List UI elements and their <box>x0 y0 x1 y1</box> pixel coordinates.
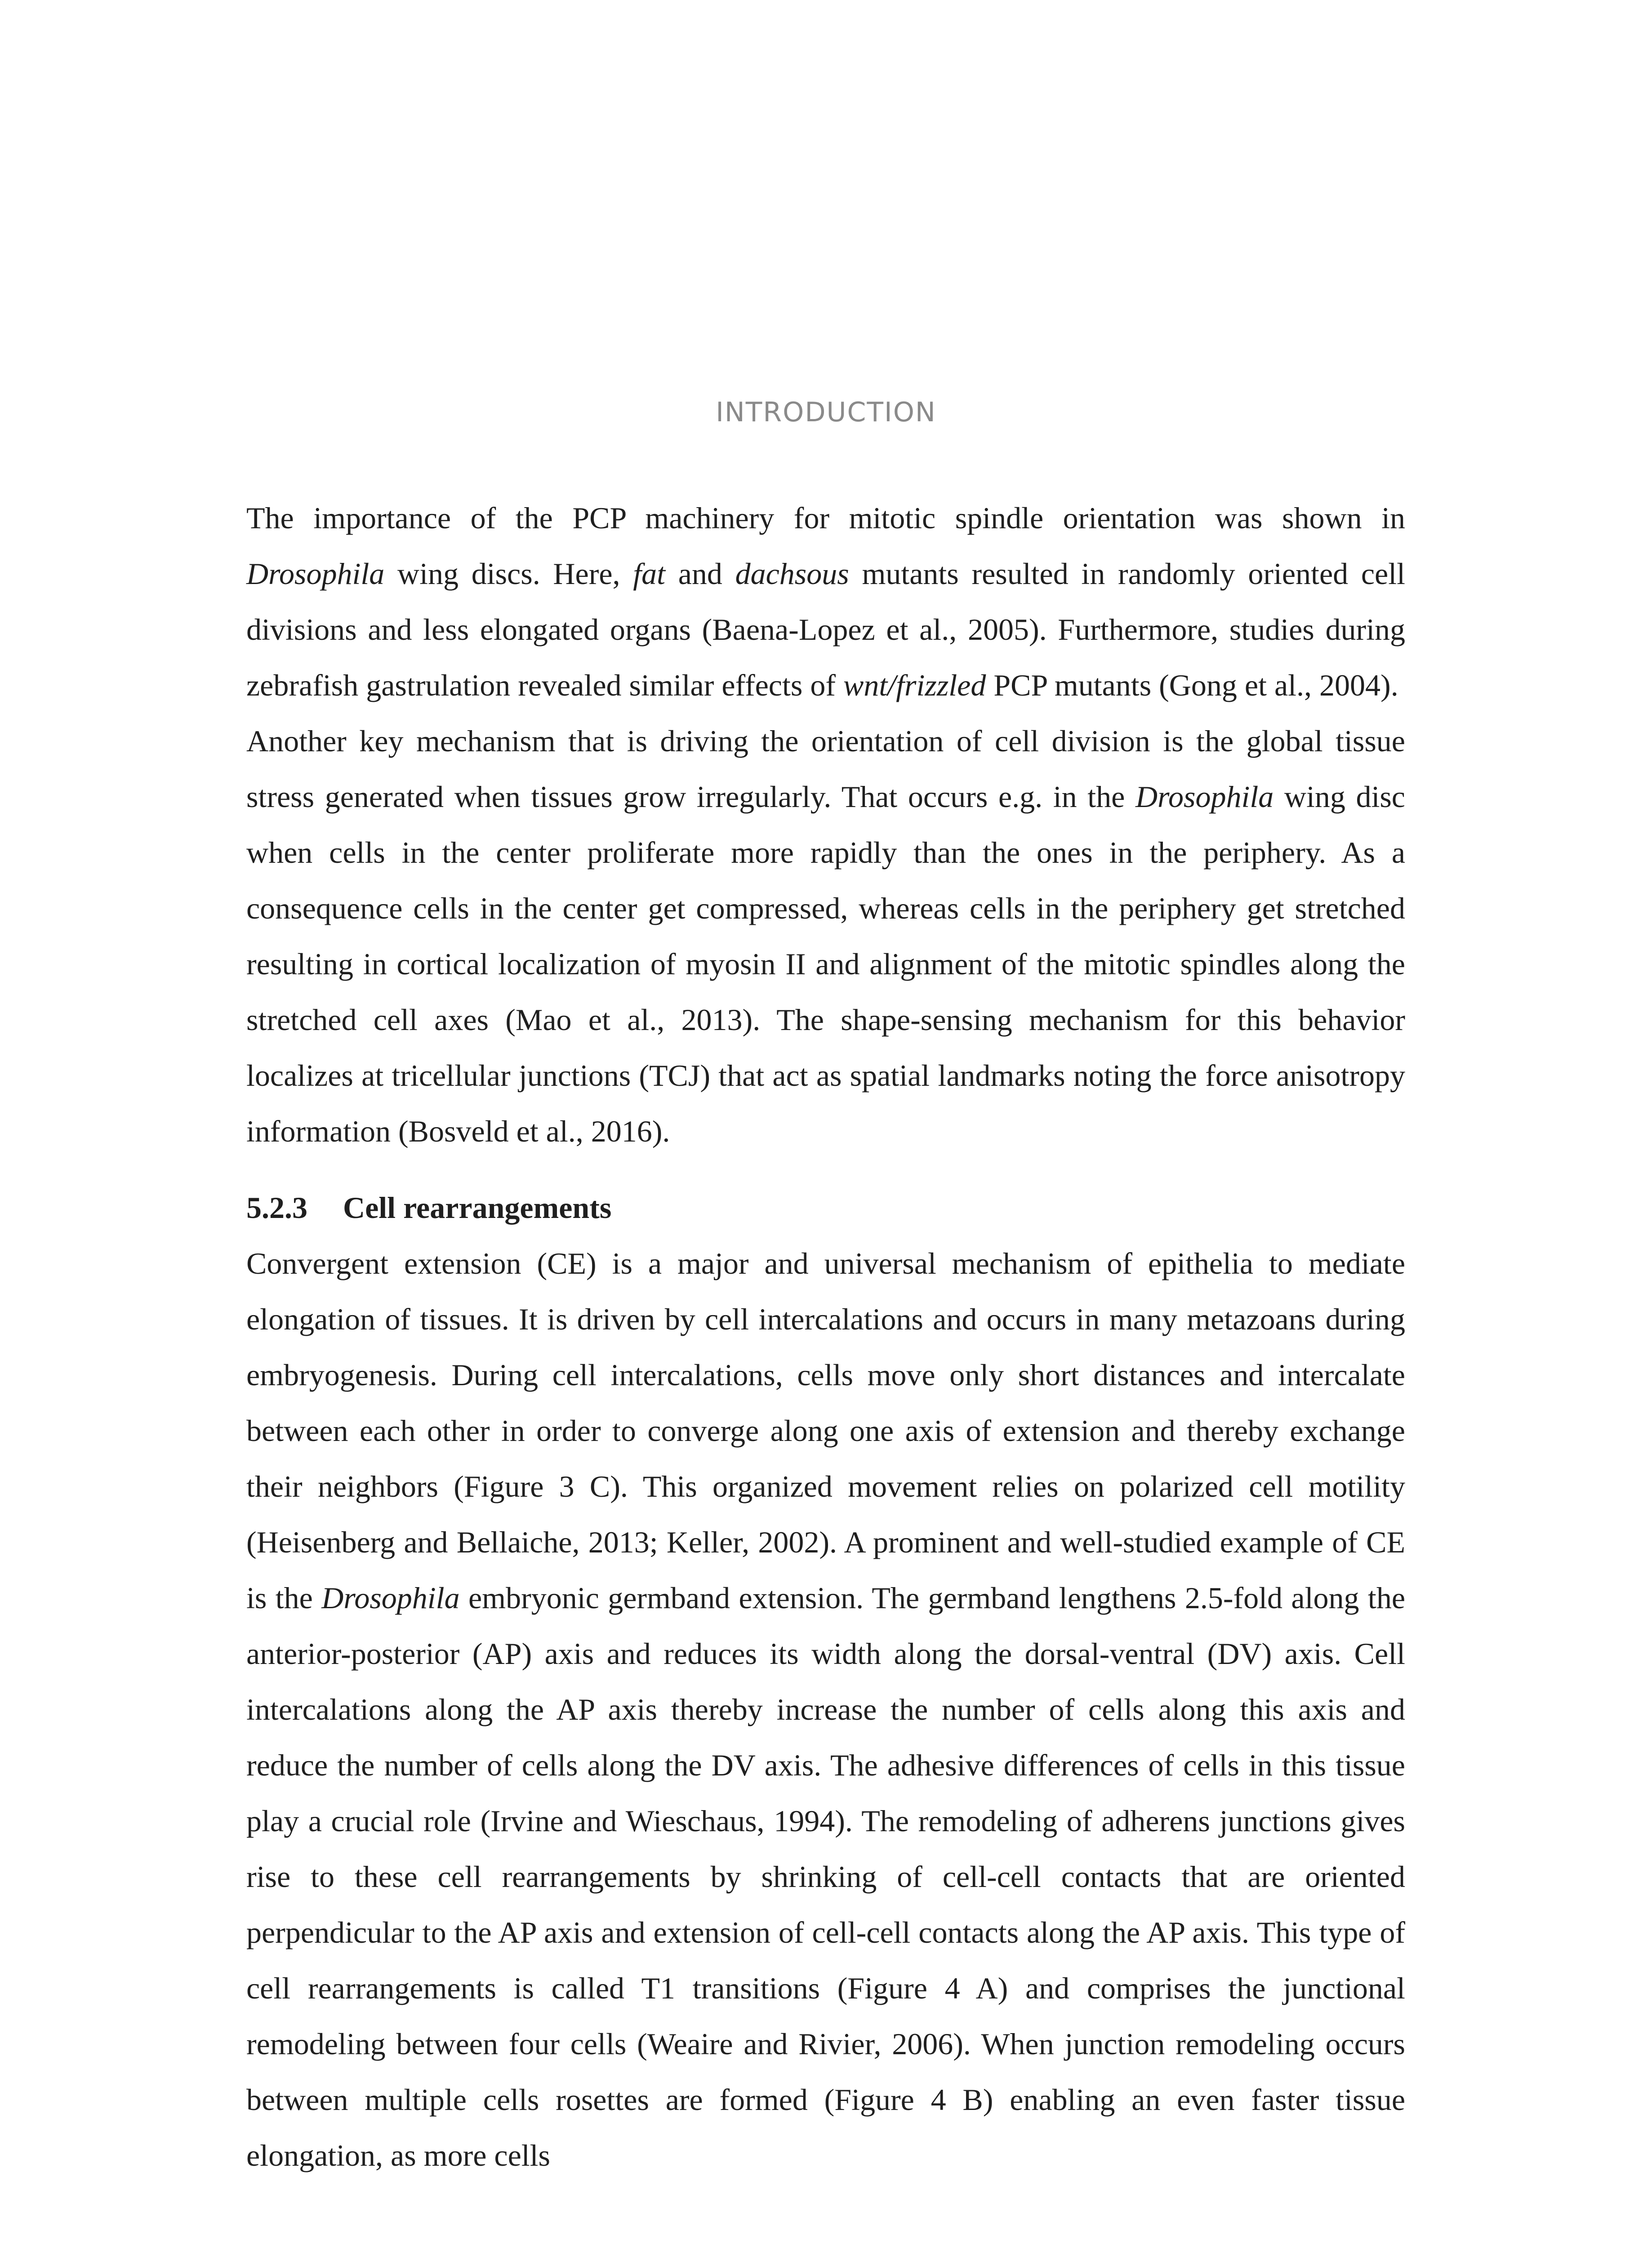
text-run: The importance of the PCP machinery for mitotic spindle orientation was shown in <box>246 501 1405 535</box>
italic-term: dachsous <box>735 557 849 591</box>
paragraph-convergent-extension <box>246 1236 1405 2183</box>
text-run: mutants resulted in randomly oriented cell divisions and less elongated organs (Baena-Lopez et al., 2005). Furthermore, studies during zebrafish gastrulation revealed similar effects of <box>246 557 1405 702</box>
text-run: wing discs. Here, <box>384 557 633 591</box>
italic-term: Drosophila <box>246 557 385 591</box>
paragraph-pcp-spindle-orientation <box>246 490 1405 713</box>
section-title: Cell rearrangements <box>343 1191 612 1225</box>
italic-term: Drosophila <box>321 1581 460 1615</box>
text-run: embryonic germband extension. The germband lengthens 2.5-fold along the anterior-posterior (AP) axis and reduces its width along the dorsal-ventral (DV) axis. Cell intercalations along the AP axis thereby increase the number of cells along this axis and reduce the number of cells along the DV axis. The adhesive differences of cells in this tissue play a crucial role (Irvine and Wieschaus, 1994). The remodeling of adherens junctions gives rise to these cell rearrangements by shrinking of cell-cell contacts that are oriented perpendicular to the AP axis and extension of cell-cell contacts along the AP axis. This type of cell rearrangements is called T1 transitions (Figure 4 A) and comprises the junctional remodeling between four cells (Weaire and Rivier, 2006). When junction remodeling occurs between multiple cells rosettes are formed (Figure 4 B) enabling an even faster tissue elongation, as more cells <box>246 1581 1405 2172</box>
text-run: PCP mutants (Gong et al., 2004). <box>986 668 1398 702</box>
text-run: Convergent extension (CE) is a major and universal mechanism of epithelia to mediate elongation of tissues. It is driven by cell intercalations and occurs in many metazoans during embryogenesis. During cell intercalations, cells move only short distances and intercalate between each other in order to converge along one axis of extension and thereby exchange their neighbors (Figure 3 C). This organized movement relies on polarized cell motility (Heisenberg and Bellaiche, 2013; Keller, 2002). A prominent and well-studied example of CE is the <box>246 1246 1405 1615</box>
italic-term: fat <box>633 557 666 591</box>
text-run: wing disc when cells in the center proliferate more rapidly than the ones in the periphery. As a consequence cells in the center get compressed, whereas cells in the periphery get stretched resulting in cortical localization of myosin II and alignment of the mitotic spindles along the stretched cell axes (Mao et al., 2013). The shape-sensing mechanism for this behavior localizes at tricellular junctions (TCJ) that act as spatial landmarks noting the force anisotropy information (Bosveld et al., 2016). <box>246 780 1405 1148</box>
paragraph-tissue-stress <box>246 713 1405 1159</box>
italic-term: Drosophila <box>1135 780 1274 814</box>
italic-term: wnt/frizzled <box>843 668 986 702</box>
body-text <box>246 490 1405 2183</box>
section-heading <box>246 1180 1405 1236</box>
text-run: Another key mechanism that is driving the orientation of cell division is the global tissue stress generated when tissues grow irregularly. That occurs e.g. in the <box>246 724 1405 814</box>
text-run: and <box>665 557 735 591</box>
running-header: INTRODUCTION <box>716 397 936 428</box>
section-number: 5.2.3 <box>246 1191 307 1225</box>
